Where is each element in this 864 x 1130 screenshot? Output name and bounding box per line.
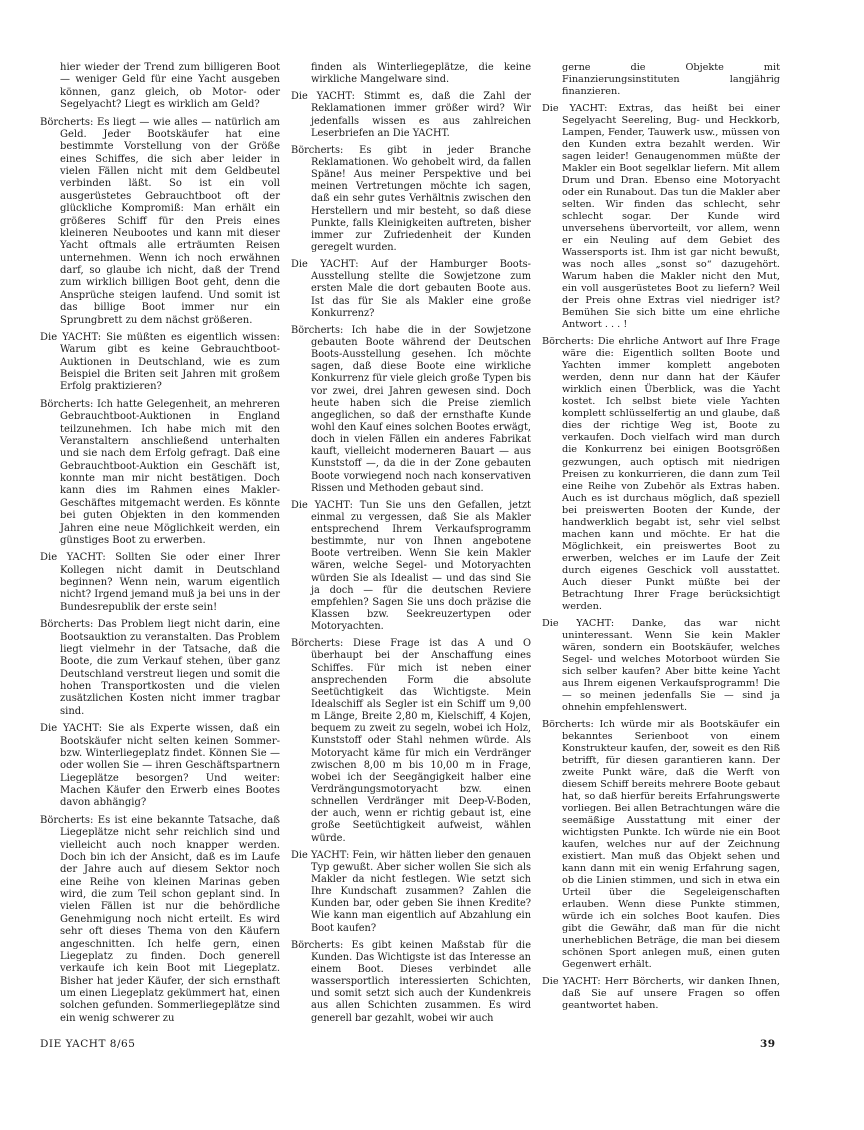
speaker-label: Börcherts: <box>40 398 94 410</box>
continued-paragraph: finden als Winterliegeplätze, die keine wirkliche Mangelware sind. <box>311 62 531 86</box>
paragraph-text: Das Problem liegt nicht darin, eine Bootsauktion zu veranstalten. Das Problem liegt vielmehr in der Tatsache, daß die Boote, die zum Verkauf stehen, über ganz Deutschland verstreut liegen und somit die hohen Transportkosten und die vielen zusätzlichen Kosten nicht immer tragbar sind. <box>60 619 280 717</box>
paragraph-text: Es ist eine bekannte Tatsache, daß Liegeplätze nicht sehr reichlich sind und vielleicht auch noch knapper werden. Doch bin ich der Ansicht, daß es im Laufe der Jahre auch auf diesem Sektor noch eine Reihe von kleinen Marinas geben wird, die zum Teil schon geplant sind. In vielen Fällen ist nur die behördliche Genehmigung noch nicht erteilt. Es wird sehr oft dieses Thema von den Käufern angeschnitten. Ich helfe gern, einen Liegeplatz zu finden. Doch generell verkaufe ich kein Boot mit Liegeplatz. Bisher hat jeder Käufer, der sich ernsthaft um einen Liegeplatz gekümmert hat, einen solchen gefunden. Sommerliegeplätze sind ein wenig schwerer zu <box>60 814 280 1024</box>
speaker-label: Die YACHT: <box>542 976 601 988</box>
interview-paragraph <box>542 719 780 971</box>
speaker-label: Börcherts: <box>40 814 94 826</box>
footer-page-number: 39 <box>760 1038 776 1050</box>
paragraph-text: Auf der Hamburger Boots-Ausstellung stellte die Sowjetzone zum ersten Male die dort gebauten Boote aus. Ist das für Sie als Makler eine große Konkurrenz? <box>311 259 531 319</box>
interview-paragraph <box>40 117 280 327</box>
speaker-label: Die YACHT: <box>291 259 359 271</box>
speaker-label: Börcherts: <box>291 324 344 336</box>
interview-paragraph <box>40 815 280 1025</box>
interview-paragraph <box>542 976 780 1012</box>
interview-paragraph <box>40 332 280 394</box>
paragraph-text: Ich habe die in der Sowjetzone gebauten Boote während der Deutschen Boots-Ausstellung gesehen. Ich möchte sagen, daß diese Boote eine wirkliche Konkurrenz für viele gleich große Typen bis vor zwei, drei Jahren gewesen sind. Doch heute haben sich die Preise ziemlich angeglichen, so daß der ernsthafte Kunde wohl den Kauf eines solchen Bootes erwägt, doch in vielen Fällen ein anderes Fabrikat kauft, vielleicht moderneren Bauart — aus Kunststoff —, da die in der Zone gebauten Boote vorwiegend noch nach konservativen Rissen und Methoden gebaut sind. <box>311 324 531 494</box>
interview-paragraph <box>542 103 780 331</box>
interview-paragraph <box>291 638 531 844</box>
interview-paragraph <box>291 325 531 495</box>
paragraph-text: Die ehrliche Antwort auf Ihre Frage wäre die: Eigentlich sollten Boote und Yachten immer komplett angeboten werden, denn nur dann hat der Käufer wirklich einen Überblick, was die Yacht kostet. Ich selbst biete viele Yachten komplett schlüsselfertig an und glaube, daß dies der richtige Weg ist, Boote zu verkaufen. Doch vielfach wird man durch die Konkurrenz bei einigen Bootsgrößen gezwungen, auch optisch mit niedrigen Preisen zu konkurrieren, die dann zum Teil eine Reihe von Zubehör als Extras haben. Auch es ist durchaus möglich, daß speziell bei preiswerten Booten der Kunde, der handwerklich begabt ist, sehr viel selbst machen kann und möchte. Er hat die Möglichkeit, ein preiswertes Boot zu erwerben, welches er im Laufe der Zeit durch eigenes Geschick voll ausstattet. Auch dieser Punkt müßte bei der Betrachtung Ihrer Frage berücksichtigt werden. <box>562 336 780 612</box>
paragraph-text: Ich hatte Gelegenheit, an mehreren Gebrauchtboot-Auktionen in England teilzunehmen. Ich habe mich mit den Veranstaltern anschließend unterhalten und sie nach dem Erfolg gefragt. Daß eine Gebrauchtboot-Auktion ein Geschäft ist, konnte man mir nicht bestätigen. Doch kann dies im Rahmen eines Makler-Geschäftes mitgemacht werden. Es könnte bei guten Objekten in den kommenden Jahren eine neue Möglichkeit werden, ein günstiges Boot zu erwerben. <box>60 398 280 546</box>
speaker-label: Börcherts: <box>291 638 344 650</box>
interview-paragraph <box>40 619 280 718</box>
text-column-1 <box>40 62 280 1030</box>
interview-paragraph <box>542 618 780 714</box>
paragraph-text: Tun Sie uns den Gefallen, jetzt einmal zu vergessen, daß Sie als Makler entsprechend Ihrem Verkaufsprogramm bestimmte, nur von Ihnen angebotene Boote vertreiben. Wenn Sie kein Makler wären, welche Segel- und Motoryachten würden Sie als Idealist — und das sind Sie ja doch — für die deutschen Reviere empfehlen? Sagen Sie uns doch präzise die Klassen bzw. Seekreuzertypen oder Motoryachten. <box>311 499 531 633</box>
text-column-2 <box>291 62 531 1030</box>
text-column-3 <box>542 62 780 1017</box>
speaker-label: Die YACHT: <box>291 91 355 103</box>
paragraph-text: Es gibt in jeder Branche Reklamationen. Wo gehobelt wird, da fallen Späne! Aus meiner Perspektive und bei meinen Vertretungen möchte ich sagen, daß ein sehr gutes Verhältnis zwischen den Herstellern und mir besteht, so daß diese Punkte, falls Kleinigkeiten auftreten, bisher immer zur Zufriedenheit der Kunden geregelt wurden. <box>311 144 531 253</box>
paragraph-text: Extras, das heißt bei einer Segelyacht Seereling, Bug- und Heckkorb, Lampen, Fender, Tauwerk usw., müssen von den Kunden extra bezahlt werden. Wir sagen leider! Genaugenommen müßte der Makler ein Boot segelklar liefern. Mit allem Drum und Dran. Ebenso eine Motoryacht oder ein Runabout. Das tun die Makler aber selten. Wir finden das schlecht, sehr schlecht sogar. Der Kunde wird unversehens übervorteilt, vor allem, wenn er ein Neuling auf dem Gebiet des Wassersports ist. Ihm ist gar nicht bewußt, was noch alles „sonst so“ dazugehört. Warum haben die Makler nicht den Mut, ein voll ausgerüstetes Boot zu liefern? Weil der Preis ohne Extras viel niedriger ist? Bemühen Sie sich bitte um eine ehrliche Antwort . . . ! <box>562 103 780 331</box>
paragraph-text: Danke, das war nicht uninteressant. Wenn Sie kein Makler wären, sondern ein Bootskäufer, welches Segel- und welches Motorboot würden Sie sich selber kaufen? Aber bitte keine Yacht aus Ihrem eigenen Verkaufsprogramm! Die — so meinen jedenfalls Sie — sind ja ohnehin empfehlenswert. <box>562 617 780 713</box>
speaker-label: Börcherts: <box>542 336 594 348</box>
interview-paragraph <box>542 336 780 612</box>
speaker-label: Börcherts: <box>542 718 594 730</box>
interview-paragraph <box>291 145 531 254</box>
paragraph-text: Sollten Sie oder einer Ihrer Kollegen nicht damit in Deutschland beginnen? Wenn nein, warum eigentlich nicht? Irgend jemand muß ja bei uns in der Bundesrepublik der erste sein! <box>60 552 280 613</box>
interview-paragraph <box>291 500 531 634</box>
speaker-label: Die YACHT: <box>542 103 608 115</box>
interview-paragraph <box>40 399 280 548</box>
speaker-label: Die YACHT: <box>40 723 103 735</box>
paragraph-text: Sie müßten es eigentlich wissen: Warum gibt es keine Gebrauchtboot-Auktionen in Deutschland, wie es zum Beispiel die Briten seit Jahren mit großem Erfolg praktizieren? <box>60 331 280 393</box>
speaker-label: Die YACHT: <box>40 331 102 343</box>
paragraph-text: Ich würde mir als Bootskäufer ein bekanntes Serienboot von einem Konstrukteur kaufen, der, soweit es den Riß betrifft, für diesen garantieren kann. Der zweite Punkt wäre, daß die Werft von diesem Schiff bereits mehrere Boote gebaut hat, so daß hierfür bereits Erfahrungswerte vorliegen. Bei allen Betrachtungen wäre die seemäßige Ausstattung mit einer der wichtigsten Punkte. Ich würde nie ein Boot kaufen, welches nur auf der Zeichnung existiert. Man muß das Objekt sehen und kann dann mit ein wenig Erfahrung sagen, ob die Linien stimmen, und sich in etwa ein Urteil über die Segeleigenschaften erlauben. Wenn diese Punkte stimmen, würde ich ein solches Boot kaufen. Dies gibt die Gewähr, daß man für die nicht unerheblichen Beträge, die man bei diesem schönen Sport anlegen muß, einen guten Gegenwert erhält. <box>562 718 780 971</box>
speaker-label: Die YACHT: <box>542 617 615 629</box>
paragraph-text: Herr Börcherts, wir danken Ihnen, daß Sie auf unsere Fragen so offen geantwortet haben. <box>562 976 780 1012</box>
interview-paragraph <box>291 850 531 935</box>
speaker-label: Die YACHT: <box>291 849 350 861</box>
paragraph-text: Es liegt — wie alles — natürlich am Geld. Jeder Bootskäufer hat eine bestimmte Vorstellung von der Größe eines Schiffes, die sich aber leider in vielen Fällen nicht mit dem Geldbeutel verbinden läßt. So ist ein voll ausgerüstetes Gebrauchtboot oft der glückliche Kompromiß: Man erhält ein größeres Schiff für den Preis eines kleineren Neubootes und kann mit dieser Yacht oftmals alle erträumten Reisen unternehmen. Wenn ich noch erwähnen darf, so glaube ich nicht, daß der Trend zum wirklich billigen Boot geht, denn die Ansprüche steigen laufend. Und somit ist das billige Boot immer nur ein Sprungbrett zu dem nächst größeren. <box>60 116 280 326</box>
paragraph-text: Es gibt keinen Maßstab für die Kunden. Das Wichtigste ist das Interesse an einem Boot. Dieses verbindet alle wassersportlich interessierten Schichten, und somit setzt sich auch der Kundenkreis aus allen Schichten zusammen. Es wird generell bar gezahlt, wobei wir auch <box>311 939 531 1024</box>
footer-magazine-issue: DIE YACHT 8/65 <box>40 1038 136 1050</box>
paragraph-text: Diese Frage ist das A und O überhaupt bei der Anschaffung eines Schiffes. Für mich ist neben einer ansprechenden Form die absolute Seetüchtigkeit das Wichtigste. Mein Idealschiff als Segler ist ein Schiff um 9,00 m Länge, Breite 2,80 m, Kielschiff, 4 Kojen, bequem zu zweit zu segeln, wobei ich Holz, Kunststoff oder Stahl nehmen würde. Als Motoryacht käme für mich ein Verdränger zwischen 8,00 m bis 10,00 m in Frage, wobei ich der Seegängigkeit halber eine Verdrängungsmotoryacht bzw. einen schnellen Verdränger mit Deep-V-Boden, der auch, wenn er richtig gebaut ist, eine große Seetüchtigkeit aufweist, wählen würde. <box>311 638 531 844</box>
paragraph-text: Sie als Experte wissen, daß ein Bootskäufer nicht selten keinen Sommer- bzw. Winterliegeplatz findet. Können Sie — oder wollen Sie — ihren Geschäftspartnern Liegeplätze besorgen? Und weiter: Machen Käufer den Erwerb eines Bootes davon abhängig? <box>60 723 281 809</box>
interview-paragraph <box>291 91 531 140</box>
interview-paragraph <box>40 723 280 810</box>
paragraph-text: Stimmt es, daß die Zahl der Reklamationen immer größer wird? Wir jedenfalls wissen es aus zahlreichen Leserbriefen an Die YACHT. <box>311 91 531 139</box>
speaker-label: Die YACHT: <box>40 552 106 564</box>
continued-paragraph: gerne die Objekte mit Finanzierungsinstituten langjährig finanzieren. <box>562 62 780 98</box>
speaker-label: Börcherts: <box>40 619 94 631</box>
interview-paragraph <box>291 259 531 320</box>
interview-paragraph <box>291 940 531 1025</box>
continued-paragraph: hier wieder der Trend zum billigeren Boot — weniger Geld für eine Yacht ausgeben können, ganz gleich, ob Motor- oder Segelyacht? Liegt es wirklich am Geld? <box>60 62 280 111</box>
speaker-label: Börcherts: <box>40 116 94 128</box>
speaker-label: Die YACHT: <box>291 499 353 511</box>
speaker-label: Börcherts: <box>291 144 344 156</box>
speaker-label: Börcherts: <box>291 939 344 951</box>
interview-paragraph <box>40 552 280 614</box>
paragraph-text: Fein, wir hätten lieber den genauen Typ gewußt. Aber sicher wollen Sie sich als Makler da nicht festlegen. Wie setzt sich Ihre Kundschaft zusammen? Zahlen die Kunden bar, oder geben Sie ihnen Kredite? Wie kann man eigentlich auf Abzahlung ein Boot kaufen? <box>311 849 531 934</box>
